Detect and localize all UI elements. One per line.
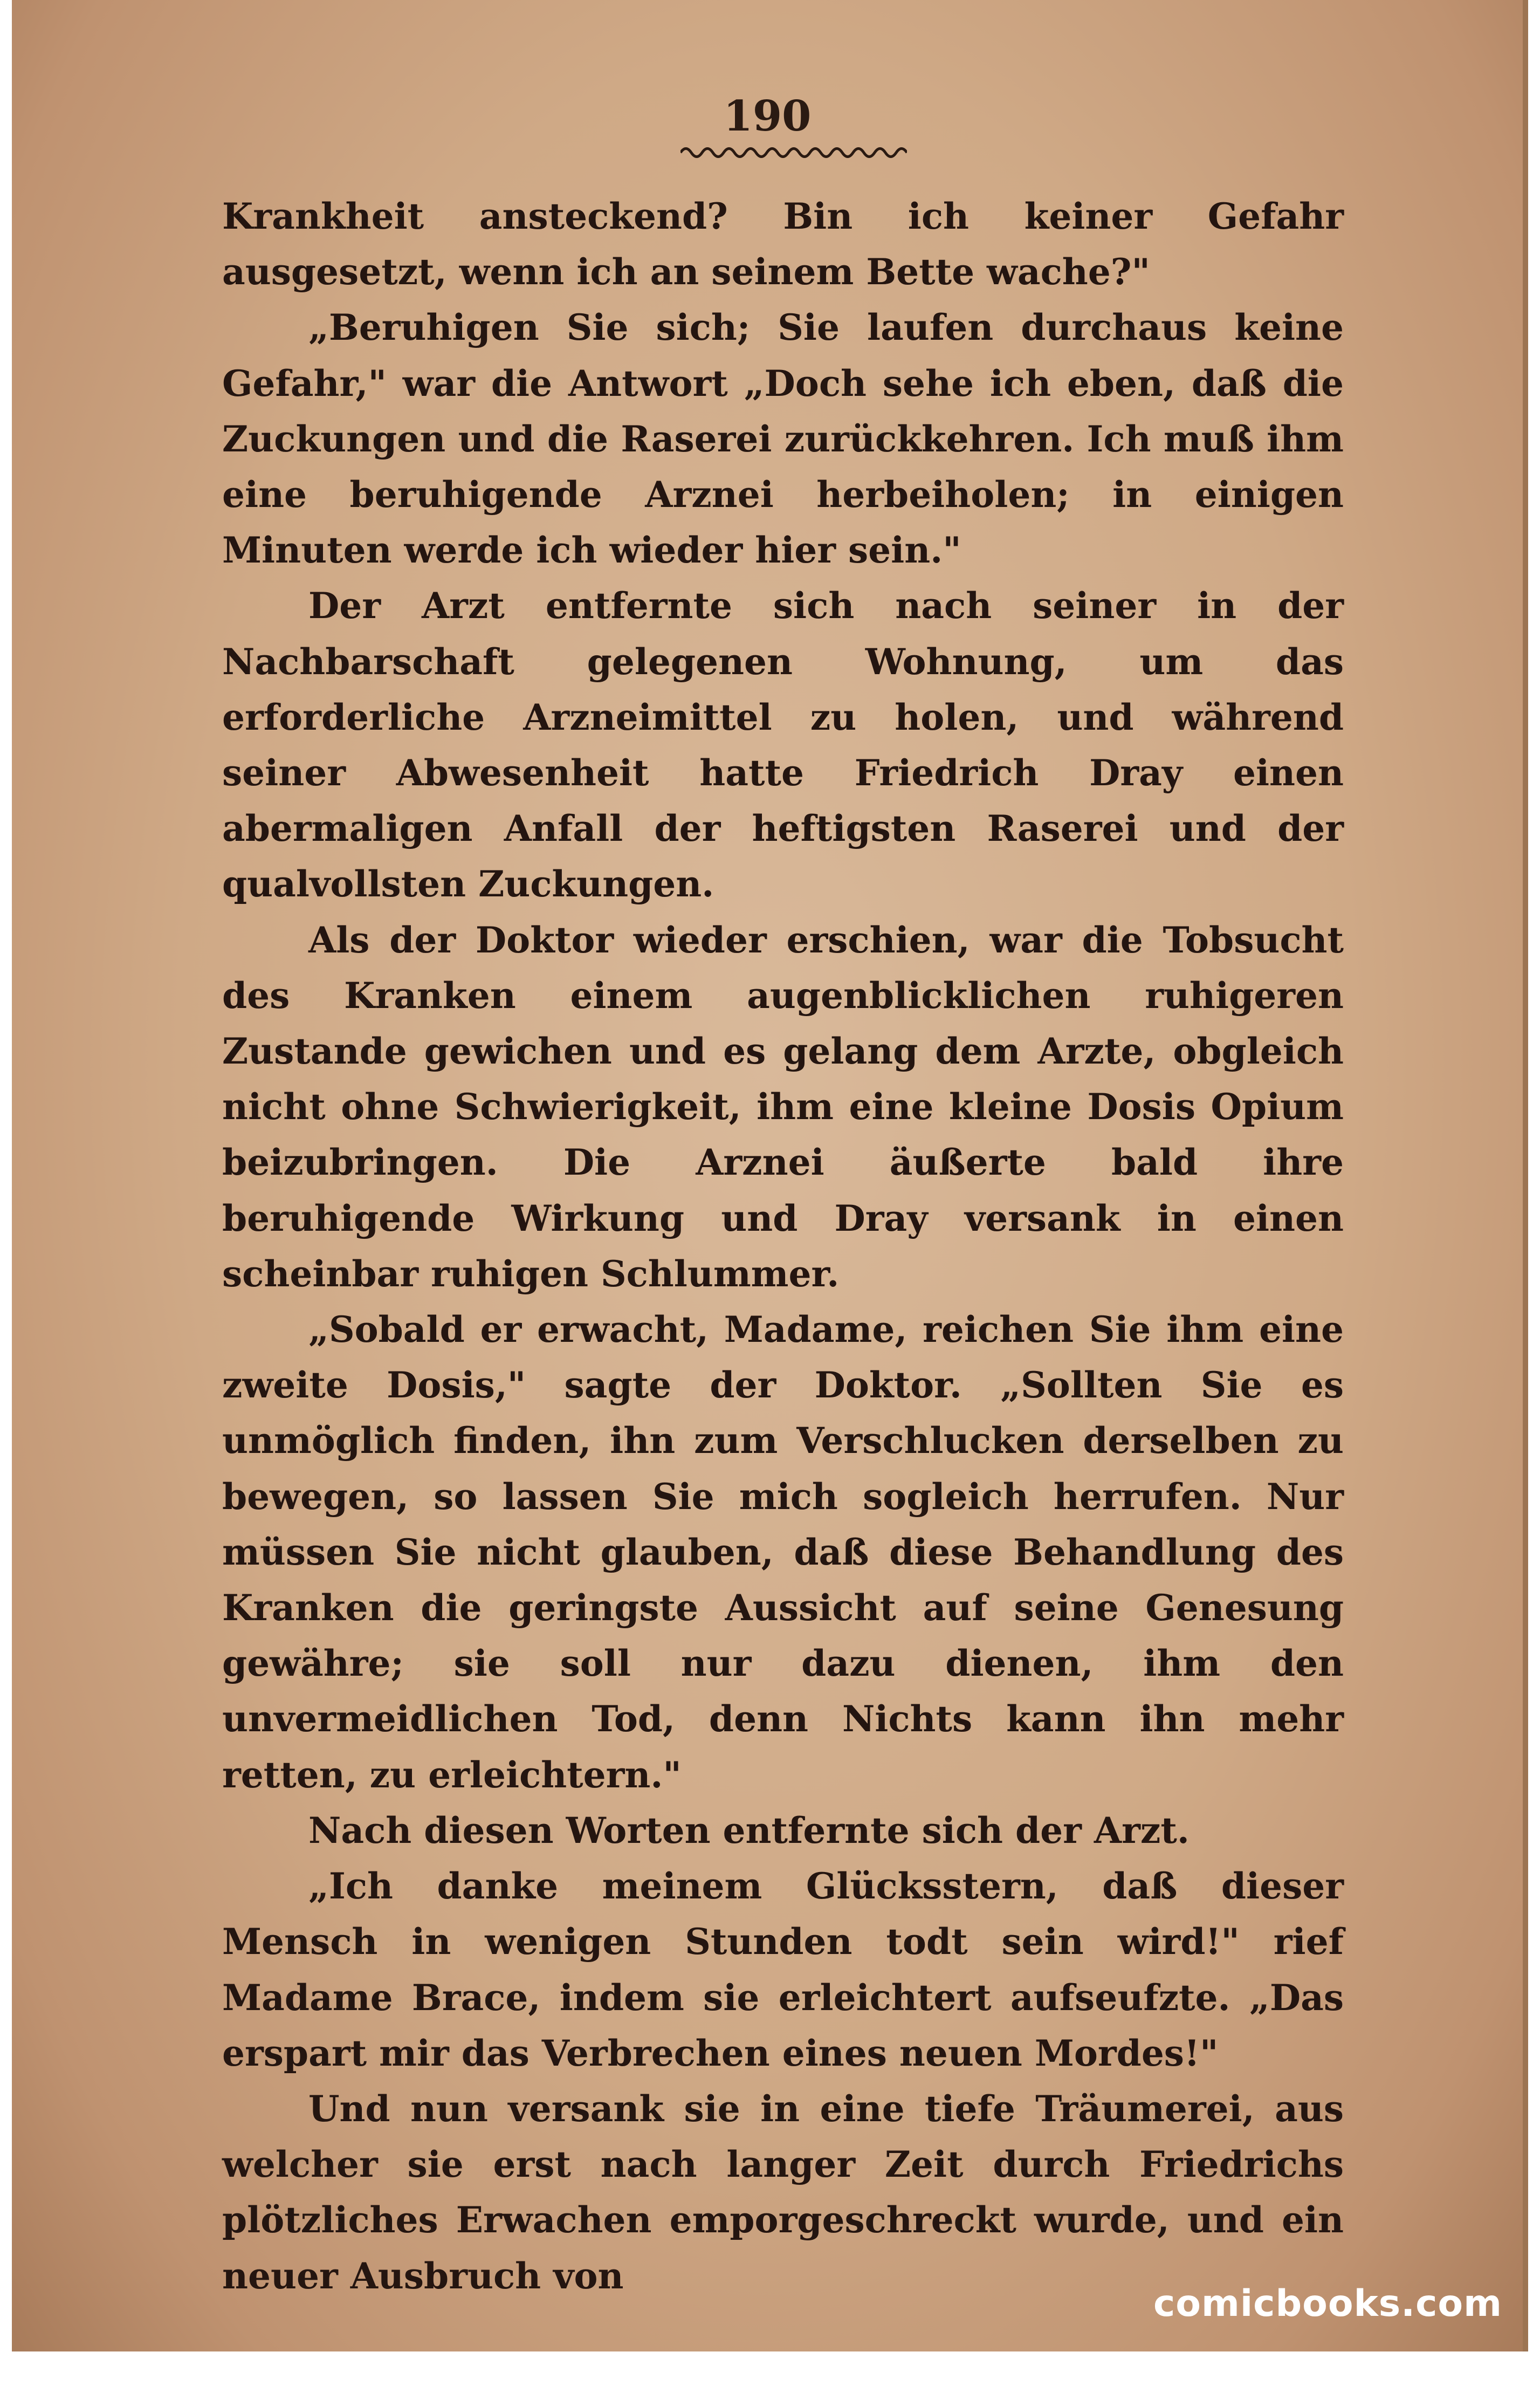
page-number: 190	[723, 92, 812, 141]
paragraph: „Sobald er erwacht, Madame, reichen Sie ihm eine zweite Dosis," sagte der Doktor. „Sollten Sie es unmöglich finden, ihn zum Verschlucken derselben zu bewegen, so lassen Sie mich sogleich herrufen. Nur müssen Sie nicht glauben, daß diese Behandlung des Kranken die geringste Aussicht auf seine Genesung gewähre; sie soll nur dazu dienen, ihm den unvermeidlichen Tod, denn Nichts kann ihn mehr retten, zu erleichtern."	[222, 1308, 1344, 1796]
wave-ornament	[680, 145, 907, 161]
paragraph: Der Arzt entfernte sich nach seiner in der Nachbarschaft gelegenen Wohnung, um das erforderliche Arzneimittel zu holen, und während seiner Abwesenheit hatte Friedrich Dray einen abermaligen Anfall der heftigsten Raserei und der qualvollsten Zuckungen.	[222, 585, 1344, 906]
paragraph: Nach diesen Worten entfernte sich der Arzt.	[308, 1809, 1190, 1852]
site-watermark: comicbooks.com	[1153, 2282, 1502, 2325]
paragraph: „Beruhigen Sie sich; Sie laufen durchaus keine Gefahr," war die Antwort „Doch sehe ich eben, daß die Zuckungen und die Raserei zurückkehren. Ich muß ihm eine beruhigende Arznei herbeiholen; in einigen Minuten werde ich wieder hier sein."	[222, 306, 1344, 572]
body-text	[222, 189, 1344, 2304]
paragraph: Als der Doktor wieder erschien, war die Tobsucht des Kranken einem augenblicklichen ruhigeren Zustande gewichen und es gelang dem Arzte, obgleich nicht ohne Schwierigkeit, ihm eine kleine Dosis Opium beizubringen. Die Arznei äußerte bald ihre beruhigende Wirkung und Dray versank in einen scheinbar ruhigen Schlummer.	[222, 918, 1344, 1295]
book-page	[12, 0, 1528, 2351]
paragraph: Krankheit ansteckend? Bin ich keiner Gefahr ausgesetzt, wenn ich an seinem Bette wache?"	[222, 195, 1344, 293]
paragraph: „Ich danke meinem Glücksstern, daß dieser Mensch in wenigen Stunden todt sein wird!" rief Madame Brace, indem sie erleichtert aufseufzte. „Das erspart mir das Verbrechen eines neuen Mordes!"	[222, 1865, 1344, 2074]
paragraph: Und nun versank sie in eine tiefe Träumerei, aus welcher sie erst nach langer Zeit durch Friedrichs plötzliches Erwachen emporgeschreckt wurde, und ein neuer Ausbruch von	[222, 2087, 1344, 2297]
